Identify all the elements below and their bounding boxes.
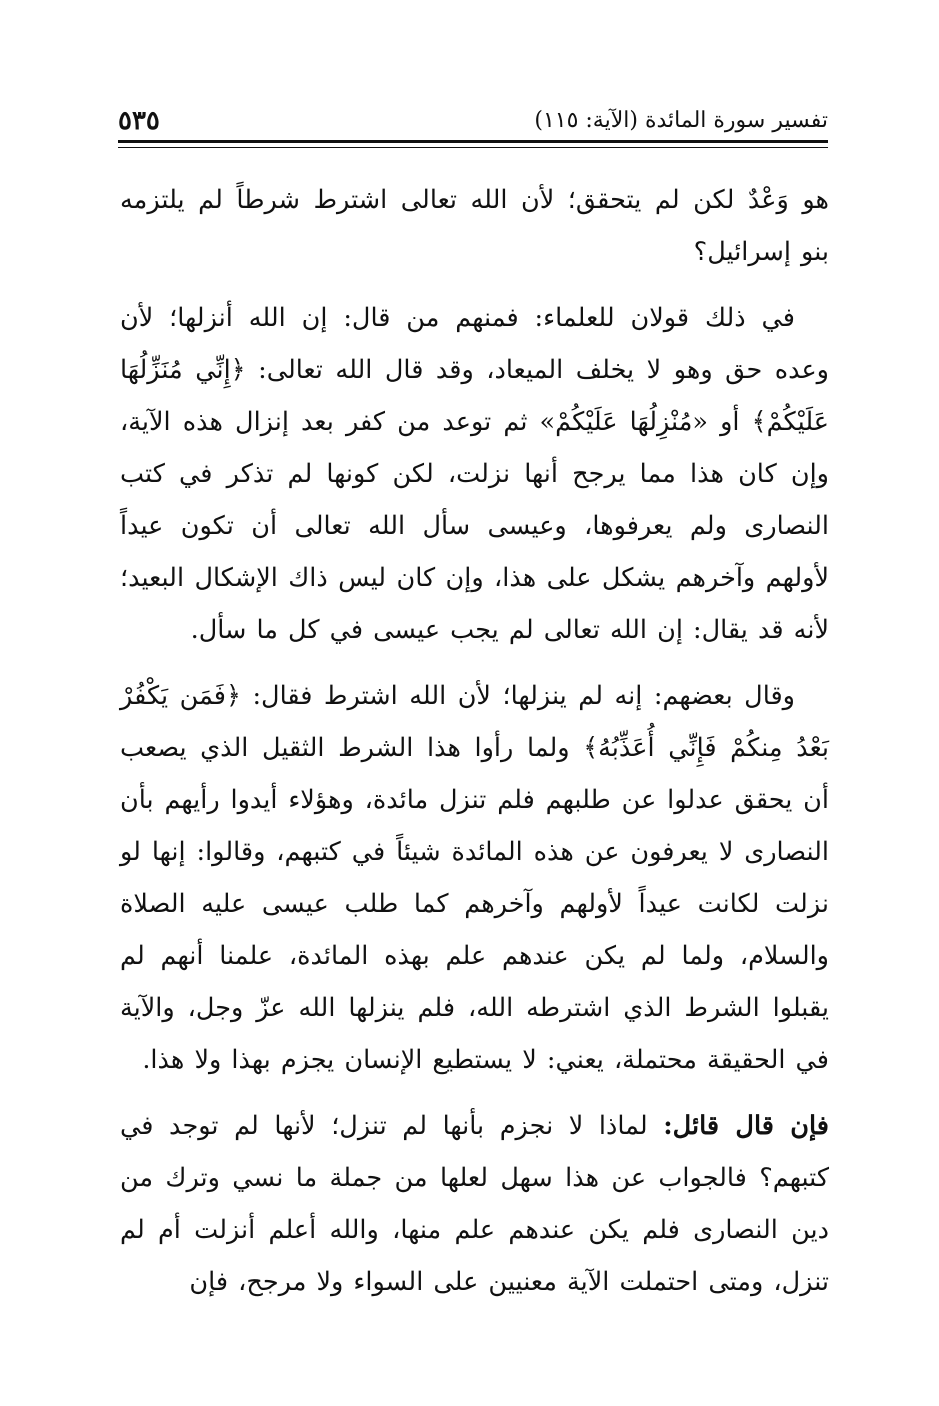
paragraph-2: في ذلك قولان للعلماء: فمنهم من قال: إن الله أنزلها؛ لأن وعده حق وهو لا يخلف الميعاد، وقد قال الله تعالى: ﴿إِنِّي مُنَزِّلُهَا عَلَيْكُمْ﴾ أو «مُنْزِلُهَا عَلَيْكُمْ» ثم توعد من كفر بعد إنزال هذه الآية، وإن كان هذا مما يرجح أنها نزلت، لكن كونها لم تذكر في كتب النصارى ولم يعرفوها، وعيسى سأل الله تعالى أن تكون عيداً لأولهم وآخرهم يشكل على هذا، وإن كان ليس ذاك الإشكال البعيد؛ لأنه قد يقال: إن الله تعالى لم يجب عيسى في كل ما سأل. <box>120 303 829 645</box>
paragraph-4-text: لماذا لا نجزم بأنها لم تنزل؛ لأنها لم توجد في كتبهم؟ فالجواب عن هذا سهل لعلها من جملة ما نسي وترك من دين النصارى فلم يكن عندهم علم منها، والله أعلم أنزلت أم لم تنزل، ومتى احتملت الآية معنيين على السواء ولا مرجح، فإن <box>120 1111 830 1297</box>
header-rule-thick <box>118 140 828 143</box>
page-header <box>118 96 828 136</box>
paragraph-3: وقال بعضهم: إنه لم ينزلها؛ لأن الله اشترط فقال: ﴿فَمَن يَكْفُرْ بَعْدُ مِنكُمْ فَإِنِّي أُعَذِّبُهُ﴾ ولما رأوا هذا الشرط الثقيل الذي يصعب أن يحقق عدلوا عن طلبهم فلم تنزل مائدة، وهؤلاء أيدوا رأيهم بأن النصارى لا يعرفون عن هذه المائدة شيئاً في كتبهم، وقالوا: إنها لو نزلت لكانت عيداً لأولهم وآخرهم كما طلب عيسى عليه الصلاة والسلام، ولما لم يكن عندهم علم بهذه المائدة، علمنا أنهم لم يقبلوا الشرط الذي اشترطه الله، فلم ينزلها الله عزّ وجل، والآية في الحقيقة محتملة، يعني: لا يستطيع الإنسان يجزم بهذا ولا هذا. <box>120 681 829 1075</box>
running-title: تفسير سورة المائدة (الآية: ١١٥) <box>534 108 828 133</box>
page-number: ٥٣٥ <box>118 106 160 136</box>
header-rule-thin <box>118 147 828 148</box>
paragraph-4 <box>120 1100 829 1308</box>
question-lead: فإن قال قائل: <box>663 1111 829 1141</box>
body-text <box>120 174 829 1322</box>
paragraph-1: هو وَعْدٌ لكن لم يتحقق؛ لأن الله تعالى اشترط شرطاً لم يلتزمه بنو إسرائيل؟ <box>120 185 829 267</box>
